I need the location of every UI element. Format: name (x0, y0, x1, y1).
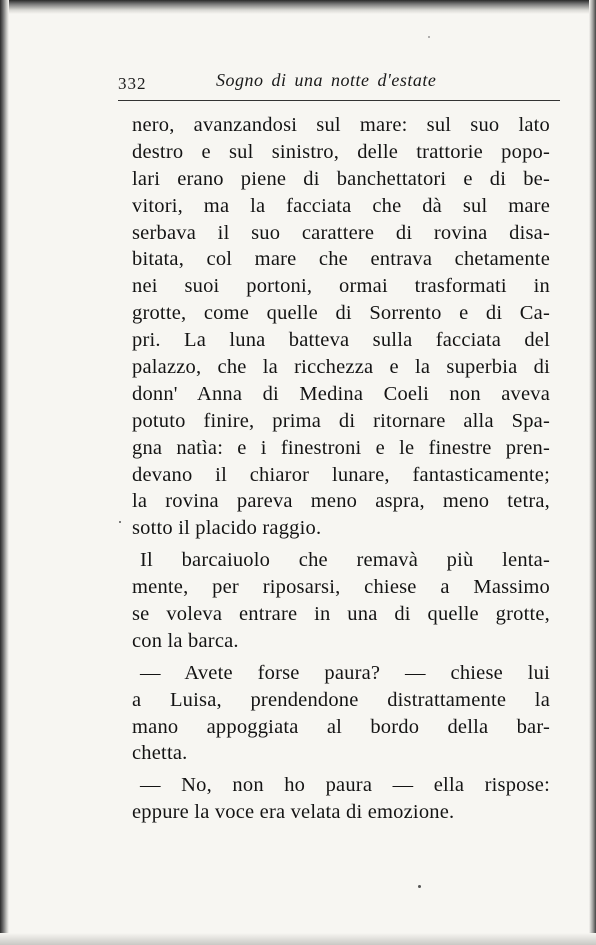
text-line: mente, per riposarsi, chiese a Massimo (132, 576, 550, 599)
text-line: mano appoggiata al bordo della bar- (132, 715, 550, 738)
body-text (132, 112, 550, 826)
running-header (118, 68, 558, 98)
text-line: potuto finire, prima di ritornare alla Spa- (132, 409, 550, 432)
text-line: con la barca. (132, 629, 239, 652)
paragraph-4 (132, 772, 550, 826)
text-line: nei suoi portoni, ormai trasformati in (132, 275, 550, 298)
text-line: — Avete forse paura? — chiese lui (140, 661, 550, 684)
text-line: sotto il placido raggio. (132, 517, 322, 540)
text-line: vitori, ma la facciata che dà sul mare (132, 194, 550, 217)
text-line: a Luisa, prendendone distrattamente la (132, 688, 550, 711)
text-line: eppure la voce era velata di emozione. (132, 801, 455, 824)
text-line: serbava il suo carattere di rovina disa- (132, 221, 550, 244)
running-title: Sogno di una notte d'estate (216, 70, 437, 90)
text-line: donn' Anna di Medina Coeli non aveva (132, 382, 550, 405)
text-line: nero, avanzandosi sul mare: sul suo lato (132, 114, 550, 136)
paragraph-3 (132, 660, 550, 768)
ink-speck (428, 36, 430, 38)
text-line: la rovina pareva meno aspra, meno tetra, (132, 490, 550, 513)
text-line: palazzo, che la ricchezza e la superbia di (132, 356, 550, 379)
text-line: grotte, come quelle di Sorrento e di Ca- (132, 302, 550, 325)
text-line: gna natìa: e i finestroni e le finestre pren- (132, 436, 550, 459)
text-line: chetta. (132, 742, 188, 765)
page-left-edge (0, 0, 9, 945)
page-bottom-shade (0, 933, 596, 945)
text-line: destro e sul sinistro, delle trattorie popo- (132, 140, 550, 163)
ink-speck (119, 521, 121, 523)
text-line: bitata, col mare che entrava chetamente (132, 248, 550, 271)
text-line: pri. La luna batteva sulla facciata del (132, 329, 550, 352)
page-right-edge (589, 0, 596, 945)
text-line: lari erano piene di banchettatori e di be- (132, 167, 550, 190)
paragraph-1 (132, 112, 550, 542)
text-line: — No, non ho paura — ella rispose: (140, 774, 550, 797)
text-line: Il barcaiuolo che remavà più lenta- (140, 549, 550, 572)
text-line: devano il chiaror lunare, fantasticamente; (132, 463, 550, 486)
ink-speck (418, 885, 421, 888)
text-line: se voleva entrare in una di quelle grotte, (132, 603, 550, 626)
header-rule (118, 100, 560, 101)
page-top-shadow (0, 0, 596, 14)
page-number: 332 (118, 74, 147, 93)
paragraph-2 (132, 547, 550, 655)
